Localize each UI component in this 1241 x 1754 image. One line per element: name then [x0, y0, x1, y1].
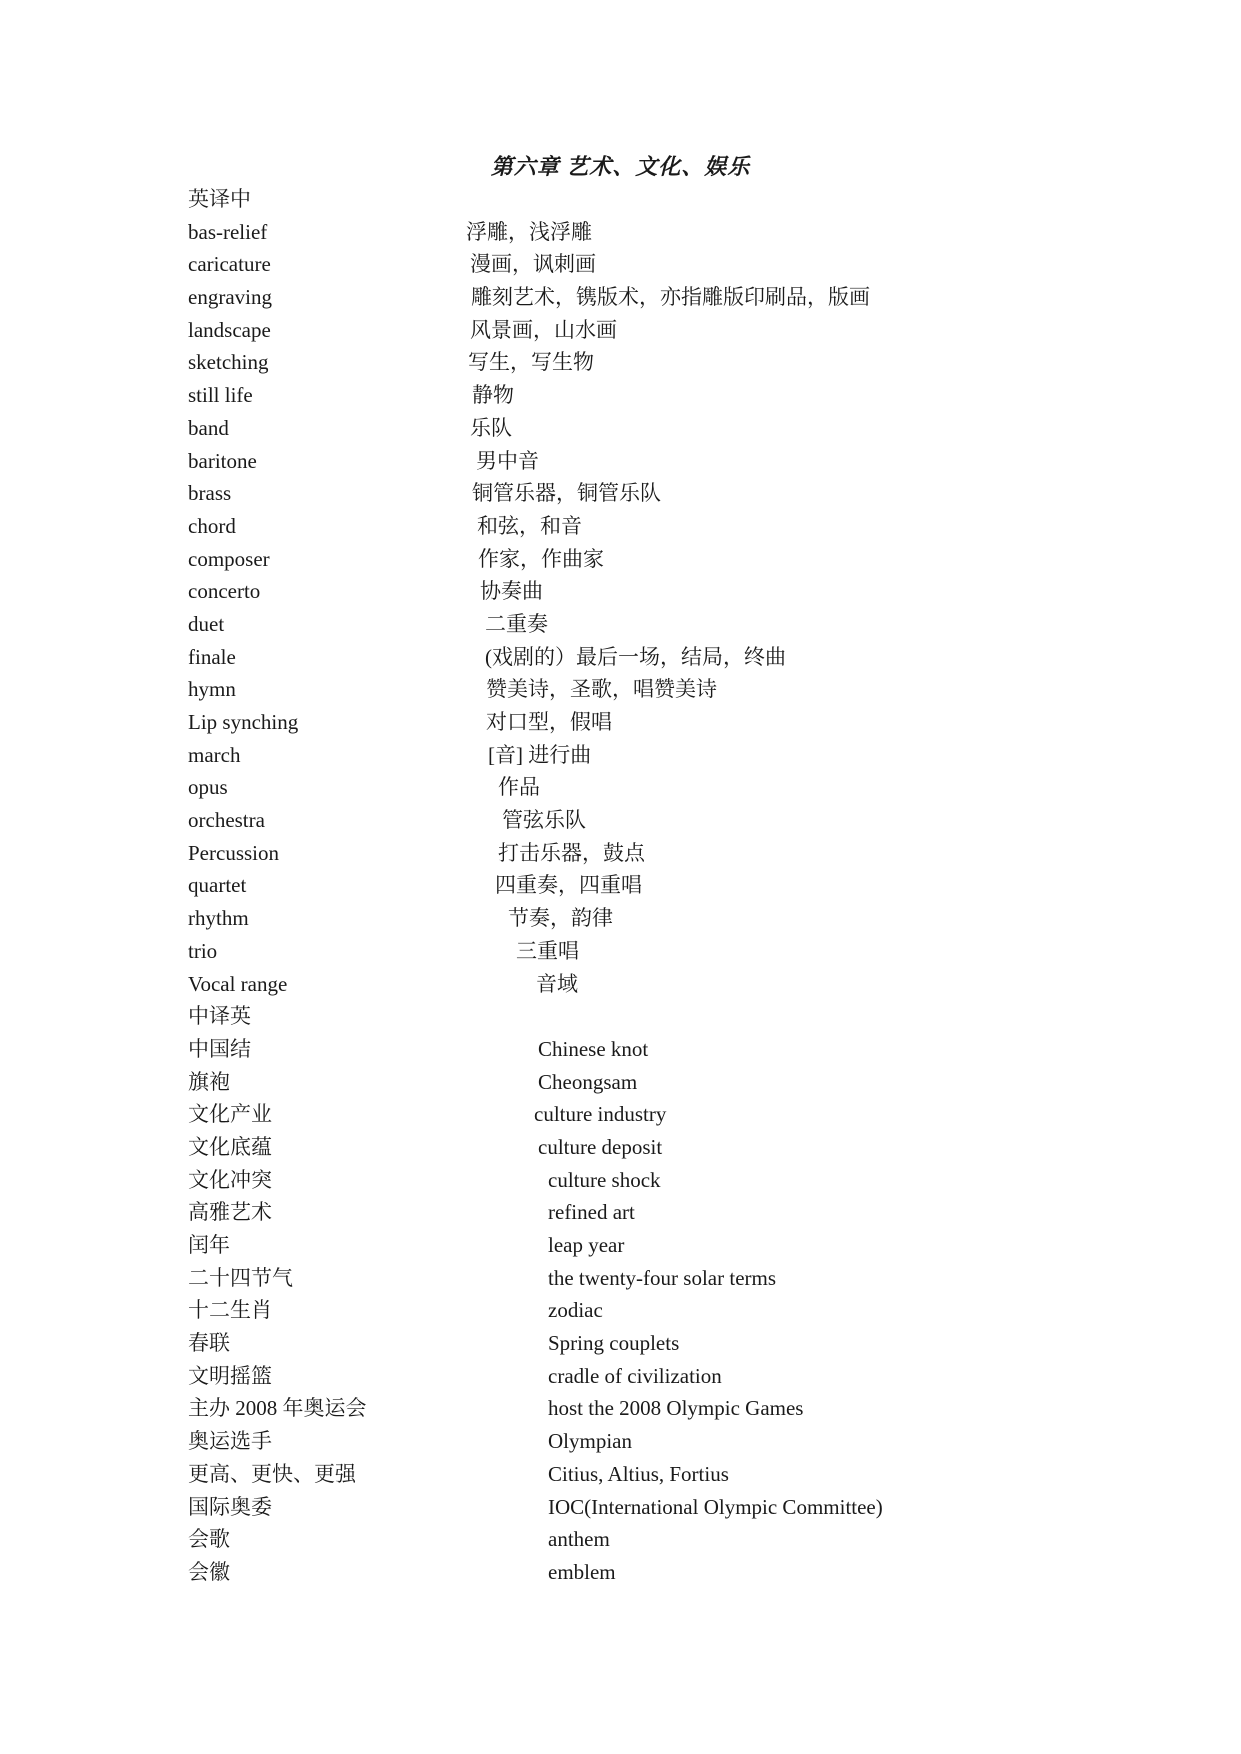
glossary-entry	[188, 1491, 1048, 1524]
entry-term: 文化产业	[188, 1102, 272, 1127]
entry-meaning: anthem	[548, 1527, 610, 1552]
glossary-entry	[188, 281, 1048, 314]
entry-term: 高雅艺术	[188, 1200, 272, 1225]
glossary-entry	[188, 575, 1048, 608]
entry-term: 二十四节气	[188, 1265, 293, 1290]
entry-term: 旗袍	[188, 1069, 230, 1094]
entry-term: 文化冲突	[188, 1167, 272, 1192]
glossary-entry	[188, 1556, 1048, 1589]
entry-meaning: 二重奏	[485, 611, 548, 636]
glossary-entry	[188, 902, 1048, 935]
entry-term: hymn	[188, 677, 236, 702]
entry-meaning: 管弦乐队	[502, 808, 586, 833]
entry-meaning: 三重唱	[516, 938, 579, 963]
entry-term: trio	[188, 938, 218, 963]
entry-meaning: culture deposit	[538, 1134, 663, 1159]
entry-meaning: 风景画，山水画	[470, 317, 617, 342]
glossary-entry	[188, 1262, 1048, 1295]
entry-term: sketching	[188, 350, 269, 375]
entry-term: orchestra	[188, 808, 265, 833]
entry-meaning: 静物	[472, 383, 514, 408]
entry-meaning: [音] 进行曲	[488, 742, 592, 767]
entry-term: 会徽	[188, 1559, 230, 1584]
glossary-entry	[188, 1294, 1048, 1327]
entry-term: 会歌	[188, 1527, 230, 1552]
entry-meaning: 乐队	[470, 415, 512, 440]
entry-term: rhythm	[188, 906, 249, 931]
section-heading: 中译英	[188, 1004, 251, 1029]
glossary-entry	[188, 1033, 1048, 1066]
entry-term: 春联	[188, 1331, 230, 1356]
entry-meaning: Spring couplets	[548, 1331, 680, 1356]
entry-meaning: (戏剧的）最后一场，结局，终曲	[485, 644, 786, 669]
entry-term: engraving	[188, 285, 272, 310]
glossary-entry	[188, 1392, 1048, 1425]
entry-meaning: 和弦，和音	[477, 513, 582, 538]
glossary-entry	[188, 1425, 1048, 1458]
entry-meaning: Cheongsam	[538, 1069, 638, 1094]
entry-meaning: IOC(International Olympic Committee)	[548, 1494, 883, 1519]
entry-meaning: 写生，写生物	[468, 350, 594, 375]
entry-term: composer	[188, 546, 270, 571]
glossary-entry	[188, 837, 1048, 870]
entry-term: caricature	[188, 252, 271, 277]
glossary-entry	[188, 673, 1048, 706]
entry-term: chord	[188, 513, 236, 538]
glossary-entry	[188, 1066, 1048, 1099]
entry-meaning: cradle of civilization	[548, 1363, 722, 1388]
entry-meaning: 打击乐器，鼓点	[498, 840, 645, 865]
entry-term: finale	[188, 644, 236, 669]
glossary-entry	[188, 1098, 1048, 1131]
entry-term: Lip synching	[188, 710, 299, 734]
entry-term: 奥运选手	[188, 1429, 272, 1454]
entry-meaning: 铜管乐器，铜管乐队	[472, 481, 661, 506]
entry-meaning: Chinese knot	[538, 1036, 649, 1061]
entry-meaning: Citius, Altius, Fortius	[548, 1461, 729, 1486]
entry-meaning: the twenty-four solar terms	[548, 1265, 777, 1290]
glossary-entry	[188, 445, 1048, 478]
glossary-entry	[188, 771, 1048, 804]
entry-term: bas-relief	[188, 219, 268, 244]
glossary-entry	[188, 543, 1048, 576]
glossary-entry	[188, 1327, 1048, 1360]
glossary-entry	[188, 248, 1048, 281]
entry-term: brass	[188, 481, 232, 506]
entry-term: 十二生肖	[188, 1298, 272, 1323]
entry-term: 闰年	[188, 1233, 230, 1257]
glossary-entry	[188, 869, 1048, 902]
entry-meaning: Olympian	[548, 1429, 632, 1454]
glossary-entry	[188, 412, 1048, 445]
entry-meaning: 对口型，假唱	[486, 710, 612, 734]
entry-meaning: 漫画，讽刺画	[470, 252, 596, 277]
entry-term: duet	[188, 611, 225, 636]
entry-term: quartet	[188, 873, 247, 898]
entry-term: 更高、更快、更强	[188, 1461, 356, 1486]
entry-term: march	[188, 742, 241, 767]
entry-meaning: 四重奏，四重唱	[495, 873, 642, 898]
entry-meaning: 节奏，韵律	[508, 906, 613, 931]
entry-meaning: emblem	[548, 1559, 616, 1584]
glossary-entry	[188, 216, 1048, 249]
entry-meaning: 男中音	[476, 448, 539, 473]
entry-term: Percussion	[188, 840, 279, 865]
entry-term: concerto	[188, 579, 261, 604]
entry-meaning: leap year	[548, 1233, 625, 1257]
entry-term: 文化底蕴	[188, 1134, 272, 1159]
glossary-list	[188, 183, 1048, 1589]
glossary-entry	[188, 346, 1048, 379]
glossary-entry	[188, 379, 1048, 412]
entry-term: 中国结	[188, 1036, 251, 1061]
glossary-entry	[188, 935, 1048, 968]
glossary-entry	[188, 477, 1048, 510]
glossary-entry	[188, 1523, 1048, 1556]
entry-term: Vocal range	[188, 971, 288, 996]
glossary-entry	[188, 1164, 1048, 1197]
entry-meaning: 雕刻艺术，镌版术，亦指雕版印刷品，版画	[471, 285, 870, 310]
entry-meaning: zodiac	[548, 1298, 603, 1323]
entry-term: 主办 2008 年奥运会	[188, 1396, 367, 1421]
entry-meaning: culture shock	[548, 1167, 661, 1192]
entry-meaning: 作品	[498, 775, 540, 800]
glossary-entry	[188, 706, 1048, 739]
entry-meaning: 浮雕，浅浮雕	[466, 219, 592, 244]
entry-term: opus	[188, 775, 228, 800]
entry-term: band	[188, 415, 229, 440]
chapter-title: 第六章 艺术、文化、娱乐	[490, 154, 751, 179]
glossary-entry	[188, 739, 1048, 772]
glossary-entry	[188, 1131, 1048, 1164]
entry-meaning: 协奏曲	[480, 579, 543, 604]
entry-meaning: culture industry	[534, 1102, 667, 1127]
glossary-entry	[188, 968, 1048, 1001]
entry-meaning: 作家，作曲家	[478, 546, 604, 571]
entry-term: landscape	[188, 317, 271, 342]
entry-meaning: 音域	[536, 971, 578, 996]
glossary-entry	[188, 804, 1048, 837]
section-heading: 英译中	[188, 187, 251, 211]
glossary-entry	[188, 641, 1048, 674]
entry-term: baritone	[188, 448, 257, 473]
entry-term: 国际奥委	[188, 1494, 272, 1519]
glossary-entry	[188, 1360, 1048, 1393]
glossary-entry	[188, 510, 1048, 543]
entry-meaning: host the 2008 Olympic Games	[548, 1396, 804, 1421]
entry-term: still life	[188, 383, 253, 408]
glossary-entry	[188, 1229, 1048, 1262]
entry-meaning: 赞美诗，圣歌，唱赞美诗	[486, 677, 717, 702]
glossary-entry	[188, 1196, 1048, 1229]
glossary-entry	[188, 608, 1048, 641]
glossary-entry	[188, 1458, 1048, 1491]
entry-term: 文明摇篮	[188, 1363, 272, 1388]
entry-meaning: refined art	[548, 1200, 635, 1225]
glossary-entry	[188, 314, 1048, 347]
